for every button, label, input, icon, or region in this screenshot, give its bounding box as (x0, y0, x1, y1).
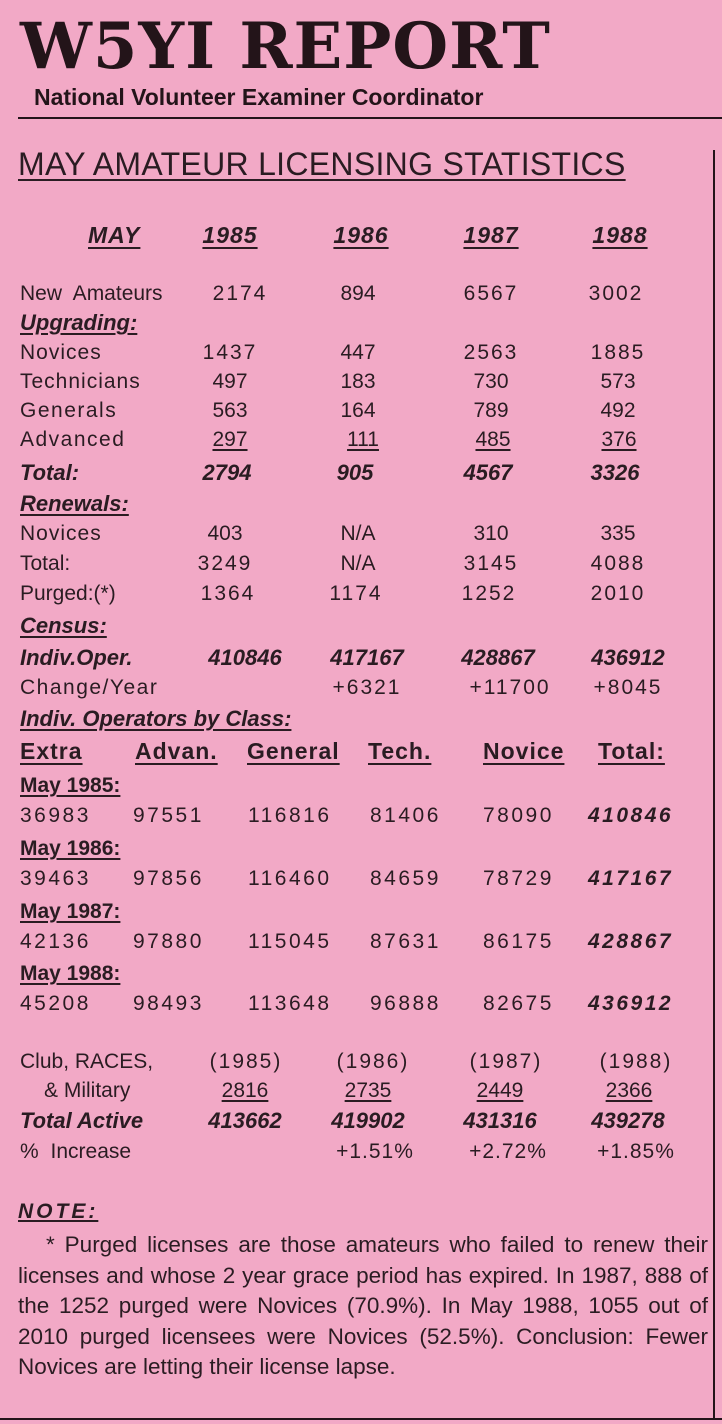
renewals-total-1986: N/A (340, 552, 376, 575)
by-class-title: Indiv. Operators by Class: (20, 706, 292, 731)
class-1985-tech: 81406 (370, 804, 441, 827)
club-label-line1: Club, RACES, (20, 1050, 154, 1073)
upgrading-advanced-1988: 376 (601, 428, 637, 451)
class-1987-tech: 87631 (370, 930, 441, 953)
total-active-1987: 431316 (463, 1108, 537, 1133)
header-year-1986: 1986 (333, 222, 389, 248)
upgrading-novices-1986: 447 (340, 341, 376, 364)
class-1988-novice: 82675 (483, 992, 554, 1015)
class-1986-novice: 78729 (483, 867, 554, 890)
club-year-1986: (1986) (336, 1050, 410, 1073)
class-header-advan: Advan. (135, 738, 218, 764)
census-change-label: Change/Year (20, 676, 159, 699)
upgrading-advanced-label: Advanced (20, 428, 126, 451)
bottom-rule (0, 1418, 722, 1420)
renewals-novices-1986: N/A (340, 522, 376, 545)
club-year-1987: (1987) (469, 1050, 543, 1073)
class-1986-extra: 39463 (20, 867, 91, 890)
class-1988-total: 436912 (588, 992, 674, 1015)
class-header-novice: Novice (483, 738, 565, 764)
class-year-1987-label: May 1987: (20, 900, 121, 923)
renewals-total-1987: 3145 (463, 552, 519, 575)
section-title: MAY AMATEUR LICENSING STATISTICS (18, 146, 626, 182)
class-1987-novice: 86175 (483, 930, 554, 953)
upgrading-generals-1988: 492 (600, 399, 636, 422)
class-1988-extra: 45208 (20, 992, 91, 1015)
upgrading-advanced-1986: 111 (347, 428, 379, 451)
census-change-1987: +11700 (469, 676, 551, 699)
class-1985-novice: 78090 (483, 804, 554, 827)
renewals-novices-1985: 403 (207, 522, 243, 545)
census-indiv-1987: 428867 (461, 645, 535, 670)
increase-1986: +1.51% (336, 1140, 414, 1163)
increase-1987: +2.72% (469, 1140, 547, 1163)
upgrading-total-1986: 905 (336, 460, 374, 485)
class-year-1988-label: May 1988: (20, 962, 121, 985)
total-active-label: Total Active (20, 1108, 144, 1133)
renewals-novices-1988: 335 (600, 522, 636, 545)
renewals-novices-1987: 310 (473, 522, 509, 545)
new-amateurs-1987: 6567 (463, 282, 519, 305)
renewals-purged-1986: 1174 (329, 582, 383, 605)
class-1985-total: 410846 (588, 804, 674, 827)
class-header-extra: Extra (20, 738, 83, 764)
upgrading-novices-label: Novices (20, 341, 102, 364)
new-amateurs-1986: 894 (340, 282, 376, 305)
census-change-1988: +8045 (593, 676, 663, 699)
class-header-general: General (247, 738, 340, 764)
census-indiv-1988: 436912 (591, 645, 665, 670)
club-value-1988: 2366 (605, 1079, 653, 1102)
class-year-1985-label: May 1985: (20, 774, 121, 797)
census-title: Census: (20, 613, 107, 638)
header-year-1988: 1988 (592, 222, 648, 248)
club-year-1985: (1985) (209, 1050, 283, 1073)
class-1988-advan: 98493 (133, 992, 204, 1015)
upgrading-advanced-1987: 485 (475, 428, 511, 451)
upgrading-technicians-1988: 573 (600, 370, 636, 393)
upgrading-generals-1987: 789 (473, 399, 509, 422)
upgrading-total-label: Total: (20, 460, 80, 485)
note-paragraph (18, 1230, 708, 1383)
upgrading-title: Upgrading: (20, 310, 138, 335)
census-indiv-label: Indiv.Oper. (20, 645, 133, 670)
census-indiv-1986: 417167 (330, 645, 404, 670)
upgrading-novices-1985: 1437 (202, 341, 258, 364)
class-year-1986-label: May 1986: (20, 837, 121, 860)
upgrading-total-1985: 2794 (202, 460, 252, 485)
club-value-1985: 2816 (221, 1079, 269, 1102)
club-label-line2: & Military (44, 1079, 131, 1102)
class-1988-general: 113648 (248, 992, 332, 1015)
renewals-purged-1985: 1364 (200, 582, 256, 605)
masthead-rule (18, 117, 722, 119)
class-1985-general: 116816 (248, 804, 332, 827)
header-year-1987: 1987 (463, 222, 519, 248)
renewals-total-1985: 3249 (197, 552, 253, 575)
upgrading-generals-1985: 563 (212, 399, 248, 422)
note-text: * Purged licenses are those amateurs who failed to renew their licenses and whose 2 year grace period has expired. In 1987, 888 of the 1252 purged were Novices (70.9%). In May 1988, 1055 out of 2010 purged licensees were Novices (52.5%). Conclusion: Fewer Novices are letting their license lapse. (18, 1232, 708, 1379)
header-year-1985: 1985 (202, 222, 258, 248)
class-1987-general: 115045 (248, 930, 332, 953)
new-amateurs-1985: 2174 (212, 282, 268, 305)
census-indiv-1985: 410846 (208, 645, 282, 670)
masthead-title: W5YI REPORT (20, 9, 551, 84)
upgrading-novices-1988: 1885 (590, 341, 646, 364)
upgrading-technicians-1986: 183 (340, 370, 376, 393)
class-1987-advan: 97880 (133, 930, 204, 953)
class-1985-advan: 97551 (133, 804, 204, 827)
class-1986-tech: 84659 (370, 867, 441, 890)
note-label: NOTE: (18, 1200, 99, 1223)
club-value-1986: 2735 (344, 1079, 392, 1102)
upgrading-generals-1986: 164 (340, 399, 376, 422)
renewals-total-label: Total: (20, 552, 71, 575)
class-header-total: Total: (598, 738, 665, 764)
total-active-1986: 419902 (331, 1108, 405, 1133)
class-1987-extra: 42136 (20, 930, 91, 953)
upgrading-technicians-label: Technicians (20, 370, 141, 393)
masthead-subtitle: National Volunteer Examiner Coordinator (34, 84, 484, 110)
total-active-1988: 439278 (591, 1108, 665, 1133)
column-divider (713, 150, 715, 1420)
increase-label: % Increase (20, 1140, 132, 1163)
total-active-1985: 413662 (208, 1108, 282, 1133)
increase-1988: +1.85% (597, 1140, 675, 1163)
upgrading-advanced-1985: 297 (212, 428, 248, 451)
club-year-1988: (1988) (599, 1050, 673, 1073)
club-value-1987: 2449 (476, 1079, 524, 1102)
upgrading-technicians-1987: 730 (473, 370, 509, 393)
class-1986-advan: 97856 (133, 867, 204, 890)
class-1986-general: 116460 (248, 867, 332, 890)
class-1986-total: 417167 (588, 867, 674, 890)
renewals-title: Renewals: (20, 491, 129, 516)
class-1988-tech: 96888 (370, 992, 441, 1015)
new-amateurs-1988: 3002 (588, 282, 644, 305)
renewals-total-1988: 4088 (590, 552, 646, 575)
census-change-1986: +6321 (332, 676, 402, 699)
renewals-purged-1988: 2010 (590, 582, 646, 605)
renewals-purged-label: Purged:(*) (20, 582, 116, 605)
class-1985-extra: 36983 (20, 804, 91, 827)
renewals-novices-label: Novices (20, 522, 102, 545)
upgrading-generals-label: Generals (20, 399, 118, 422)
new-amateurs-label: New Amateurs (20, 282, 163, 305)
header-month: MAY (88, 222, 141, 248)
upgrading-total-1987: 4567 (463, 460, 513, 485)
class-header-tech: Tech. (368, 738, 432, 764)
renewals-purged-1987: 1252 (461, 582, 517, 605)
upgrading-technicians-1985: 497 (212, 370, 248, 393)
upgrading-novices-1987: 2563 (463, 341, 519, 364)
class-1987-total: 428867 (588, 930, 674, 953)
upgrading-total-1988: 3326 (590, 460, 640, 485)
